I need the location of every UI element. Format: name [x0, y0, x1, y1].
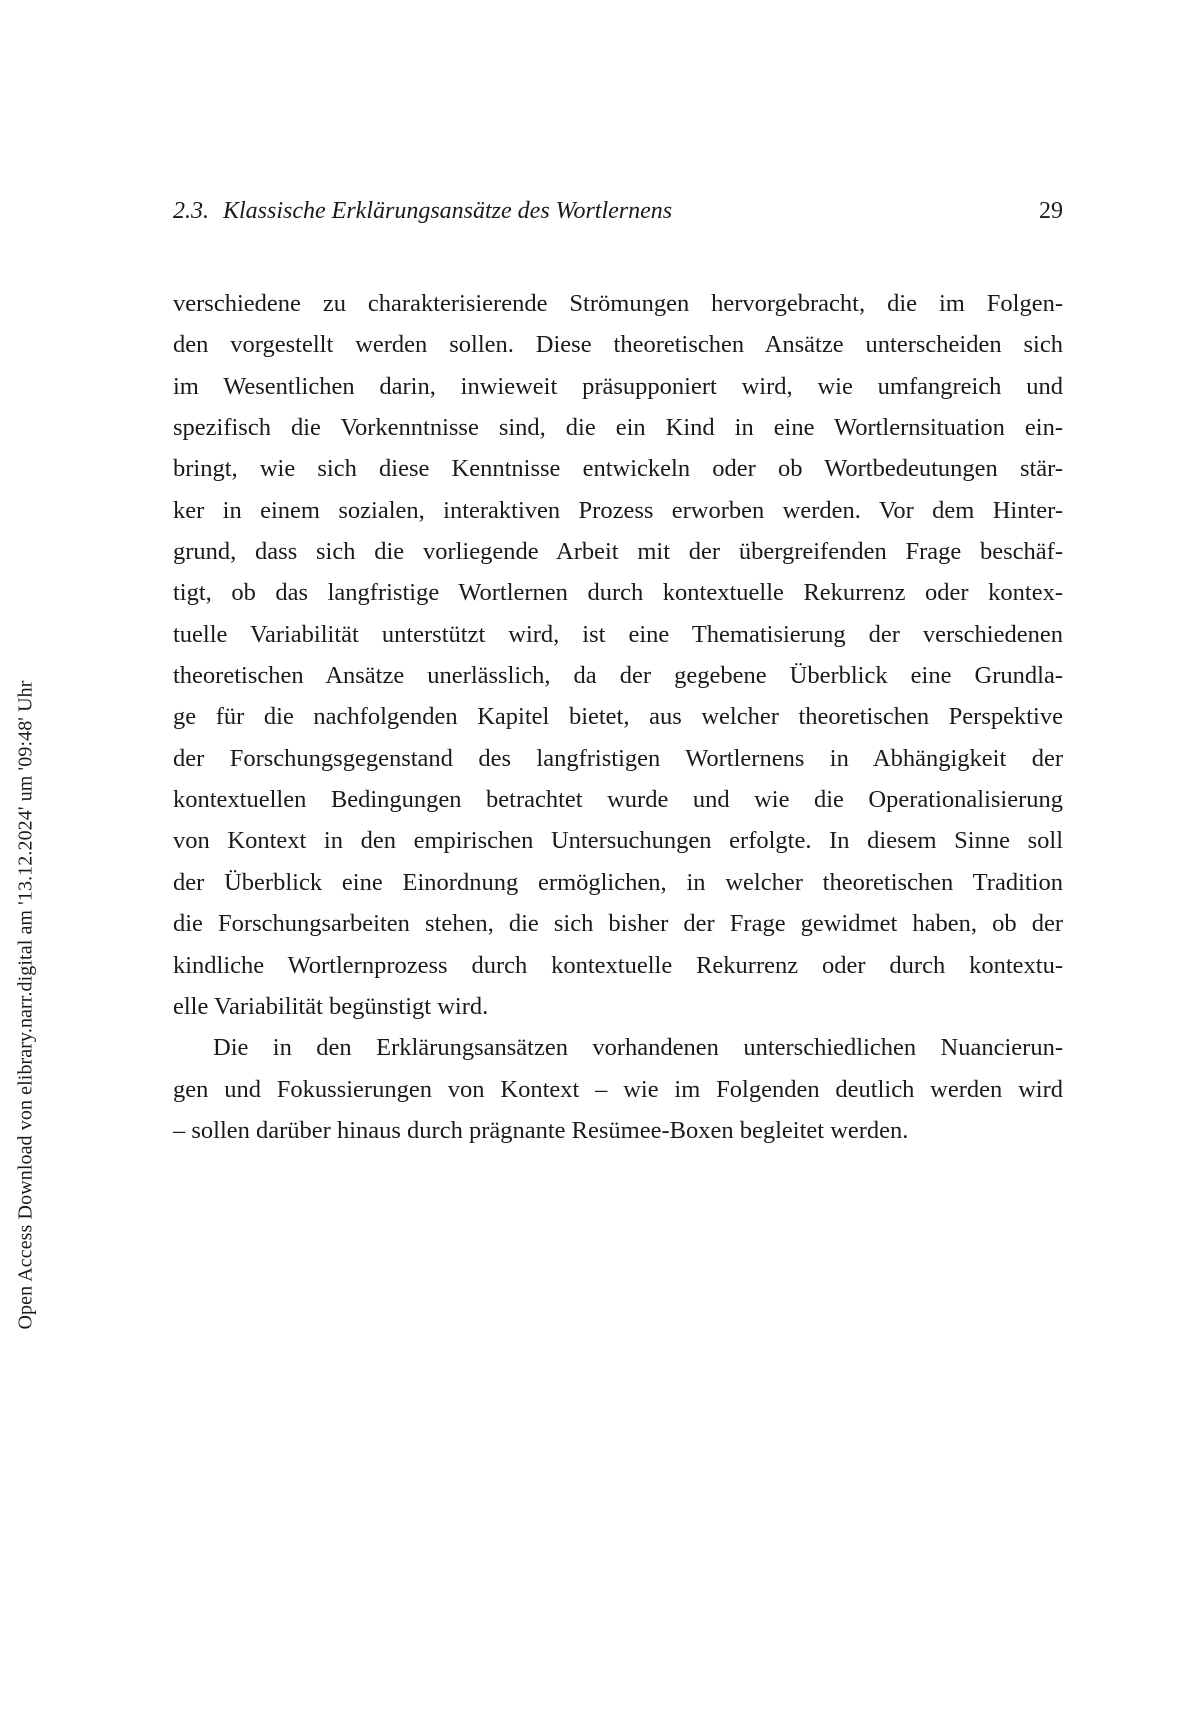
section-number: 2.3.	[173, 198, 209, 224]
text-line: Die in den Erklärungsansätzen vorhandenen unterschiedlichen Nuancierun-	[213, 1034, 1063, 1062]
text-line: tigt, ob das langfristige Wortlernen durch kontextuelle Rekurrenz oder kontex-	[173, 579, 1063, 607]
text-line: elle Variabilität begünstigt wird.	[173, 992, 489, 1020]
body-text	[173, 283, 1063, 1151]
paragraph	[173, 283, 1063, 1027]
text-line: im Wesentlichen darin, inwieweit präsupponiert wird, wie umfangreich und	[173, 372, 1063, 400]
text-line: der Überblick eine Einordnung ermöglichen, in welcher theoretischen Tradition	[173, 868, 1063, 896]
text-line: theoretischen Ansätze unerlässlich, da der gegebene Überblick eine Grundla-	[173, 662, 1063, 690]
text-line: der Forschungsgegenstand des langfristigen Wortlernens in Abhängigkeit der	[173, 744, 1063, 772]
access-watermark-text: Open Access Download von elibrary.narr.digital am '13.12.2024' um '09:48' Uhr	[14, 680, 37, 1330]
text-line: ge für die nachfolgenden Kapitel bietet, aus welcher theoretischen Perspektive	[173, 703, 1063, 731]
text-line: verschiedene zu charakterisierende Strömungen hervorgebracht, die im Folgen-	[173, 290, 1063, 317]
text-line: die Forschungsarbeiten stehen, die sich bisher der Frage gewidmet haben, ob der	[173, 910, 1063, 938]
text-line: gen und Fokussierungen von Kontext – wie im Folgenden deutlich werden wird	[173, 1075, 1063, 1103]
text-line: – sollen darüber hinaus durch prägnante Resümee-Boxen begleitet werden.	[173, 1116, 909, 1144]
text-line: grund, dass sich die vorliegende Arbeit mit der übergreifenden Frage beschäf-	[173, 538, 1063, 566]
text-line: spezifisch die Vorkenntnisse sind, die ein Kind in eine Wortlernsituation ein-	[173, 414, 1063, 442]
text-line: ker in einem sozialen, interaktiven Prozess erworben werden. Vor dem Hinter-	[173, 496, 1063, 524]
text-line: tuelle Variabilität unterstützt wird, ist eine Thematisierung der verschiedenen	[173, 620, 1063, 648]
section-heading	[173, 198, 672, 225]
paragraph	[173, 1027, 1063, 1151]
text-line: kindliche Wortlernprozess durch kontextuelle Rekurrenz oder durch kontextu-	[173, 951, 1063, 979]
text-line: kontextuellen Bedingungen betrachtet wurde und wie die Operationalisierung	[173, 786, 1063, 814]
text-line: den vorgestellt werden sollen. Diese theoretischen Ansätze unterscheiden sich	[173, 331, 1063, 359]
text-line: von Kontext in den empirischen Untersuchungen erfolgte. In diesem Sinne soll	[173, 827, 1063, 855]
page-number: 29	[1039, 198, 1063, 224]
section-title: Klassische Erklärungsansätze des Wortlernens	[223, 198, 673, 224]
text-line: bringt, wie sich diese Kenntnisse entwickeln oder ob Wortbedeutungen stär-	[173, 455, 1063, 483]
running-header	[173, 198, 1063, 234]
